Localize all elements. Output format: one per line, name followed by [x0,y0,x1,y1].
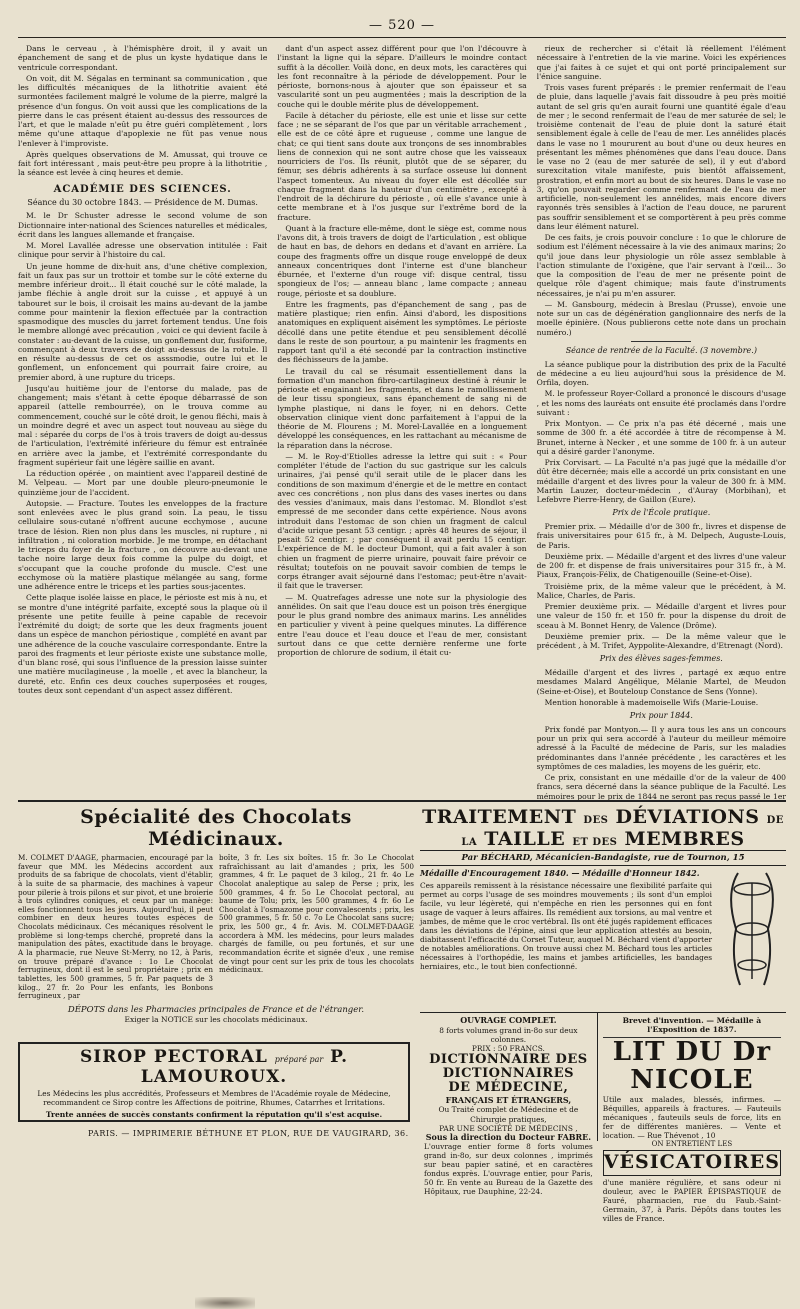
paragraph: Mention honorable à mademoiselle Wifs (Marie-Louise. [544,697,759,707]
ad-lit-nicole [598,1013,786,1223]
ad-title: VÉSICATOIRES [603,1150,781,1175]
corset-brace-illustration [718,869,786,989]
ad-text: M. COLMET D'AAGE, pharmacien, encouragé par la faveur que MM. les Médecins accordent aux produits de sa fabrique de chocolats, vient d'établir, à la suite de sa pharmacie, des machines à vapeur pour pilerie à trois pilons et sur pivot, et une broierie à trois cylindres coniques, et ceux par un manège: elles fonctionnent tous les jours. Aujourd'hui, il peut combiner en deux heures toutes espèces de Chocolats médicinaux. Ces mécaniques résolvent le problème si long-temps cherché, propreté dans la manipulation des pâtes, exactitude dans le broyage. A la pharmacie, rue Neuve St-Merry, no 12, à Paris, on trouve préparé d'avance : 1o Le Chocolat ferrugineux, dont il est le seul propriétaire ; prix en tablettes, les 500 grammes, 5 fr. Par paquets de 3 kilog., 27 fr. 2o Pour les enfants, les Bonbons ferrugineux , par [18,853,213,1001]
section-title: Séance de rentrée de la Faculté. (3 novembre.) [565,345,757,355]
paragraph: Jusqu'au huitième jour de l'entorse du malade, pas de changement; mais s'étant à cette époque débarrassé de son appareil (attelle rembourrée), on le trouva comme au commencement, couché sur le côté droit, le genou fléchi, mais à un moindre degré et avec un aspect tout nouveau au siège du mal : séparée du corps de l'os à trois travers de doigt au-dessus de l'articulation, l'extrémité inférieure du fémur est entraînée en arrière avec la jambe, et l'extrémité correspondante du fragment supérieur fait une légère saillie en avant. [18,383,268,467]
title-word: ET DES [572,837,618,848]
subsection-title: Prix de l'École pratique. [612,508,711,518]
ad-dictionnaire [420,1013,598,1197]
header-rule [18,37,786,38]
ad-medals: Médaille d'Encouragement 1840. — Médaille d'Honneur 1842. [420,868,700,878]
title-word: DES [583,815,609,826]
paragraph: Cette plaque isolée laisse en place, le périoste est mis à nu, et se montre d'une intégrité parfaite, excepté sous la plaque où il présente une petite feuille à peine capable de recevoir l'extrémité du doigt; de sorte que les deux fragments jouent dans un espèce de manchon périostique , complété en avant par une adhérence de la couche vasculaire correspondante. Entre la paroi des fragments et leur périoste existe une substance molle, d'un blanc rosé, qui sous l'influence de la pression laisse suinter une matière mucilagineuse , la moelle , et avec la blancheur, la dureté, etc. Enfin ces deux couches superposées et rouges, toutes deux sont cependant d'un aspect assez différent. [18,593,268,695]
paragraph: De ces faits, je crois pouvoir conclure : 1o que le chlorure de sodium est l'élément nécessaire à la vie des animaux marins; 2o qu'il joue dans leur physiologie un rôle assez semblable à l'action stimulante de l'oxigène, que l'air servant à l'œil... 3o que la composition de l'eau de mer ne présente point de quelque rôle d'agent chimique; mais faute d'instruments nécessaires, je n'ai pu m'en assurer. [536,233,786,298]
paragraph: Troisième prix, de la même valeur que le précédent, à M. Malice, Charles, de Paris. [536,581,786,600]
ad-chocolats [18,806,414,1024]
ad-title: DE MÉDECINE, [448,1080,569,1096]
paragraph: — M. le Roy-d'Etiolles adresse la lettre qui suit : « Pour compléter l'étude de l'action du suc gastrique sur les calculs urinaires, j'ai pensé qu'il serait utile de le placer dans les conditions de son maximum d'énergie et de le mettre en contact avec ces concrétions , non plus dans des vases inertes ou dans des vessies d'animaux, mais dans l'estomac. M. Blondlot s'est empressé de me seconder dans cette expérience. Nous avons introduit dans l'estomac de son chien un fragment de calcul d'acide urique pesant 53 centigr. ; après 48 heures de séjour, il pesait 52 centigr. ; par conséquent il avait perdu 15 centigr. L'expérience de M. le docteur Dumont, qui a fait avaler à son chien un fragment de pierre urinaire, pouvait faire prévoir ce résultat; toutefois on ne pouvait savoir combien de temps le corps étranger avait séjourné dans l'estomac; peut-être n'avait-il fait que le traverser. [277,451,527,591]
ad-title-maker: P. LAMOUROUX. [140,1047,348,1087]
column-1 [18,44,267,802]
paragraph: Après quelques observations de M. Amussat, qui trouve ce fait fort intéressant , mais peut-être peu propre à la lithotritie , la séance est levée à cinq heures et demie. [18,149,268,178]
ad-description: Ces appareils remissent à la résistance nécessaire une flexibilité parfaite qui permet au corps l'usage de ses moindres mouvements ; ils sont d'un emploi facile, vu leur légèreté, qui n'empêche en rien les personnes qui en font usage de vaquer à leurs affaires. Ils remédient aux torsions, au mal ventre et jambes, de même que le croc vertébral. Ils ont été jugés rapidement efficaces dans les déviations de l'épine, ainsi que leur application attestés au besoin, diabitassent l'efficacité du Corset Tuteur, auquel M. Béchard vient d'apporter de notables améliorations. On trouve aussi chez M. Béchard tous les articles nécessaires à l'orthopédie, les mains et jambes artificielles, les bandages herniaires, etc., le tout bien confectionné. [420,880,712,972]
lower-right-ads [420,1012,786,1223]
subsection-title: Prix des élèves sages-femmes. [599,654,723,664]
paragraph: Ce prix, consistant en une médaille d'or de la valeur de 400 francs, sera décerné dans la séance publique de la Faculté. Les mémoires pour le prix de 1844 ne seront pas reçus passé le 1er [536,773,786,801]
ad-sirop [18,1042,410,1122]
paragraph: dant d'un aspect assez différent pour que l'on l'découvre à l'instant la ligne qui la sépare. D'ailleurs le moindre contact suffit à la décoller. Voilà donc, en deux mots, les caractères qui les font reconnaître à la période de développement. Pour le périoste, bornons-nous à ajouter que son épaisseur et sa vascularité sont un peu augmentées ; mais la description de la couche qui le double mérite plus de développement. [277,44,527,109]
paragraph: Autopsie. — Fracture. Toutes les enveloppes de la fracture sont enlevées avec le plus grand soin. La peau, le tissu cellulaire sous-cutané n'offrent aucune ecchymose , aucune trace de lésion. Rien non plus dans les muscles, ni rupture , ni infiltration , ni coloration morbide. Je me trompe, en détachant le triceps du foyer de la fracture , on découvre au-devant une tache noire large deux fois comme la pulpe du doigt, et s'occupant que la couche profonde du muscle. C'est une ecchymose où la matière plastique mélangée au sang, forme une adhérence entre le triceps et les parties sous-jacentes. [18,498,268,592]
ad-footer: DÉPOTS dans les Pharmacies principales de France et de l'étranger. [67,1004,365,1015]
paragraph: Prix Montyon. — Ce prix n'a pas été décerné , mais une somme de 300 fr. a été accordée à titre de récompense à M. Brunet, interne à Necker , et une somme de 100 fr. à un auteur qui a désiré garder l'anonyme. [536,419,786,456]
ad-title [420,806,786,851]
ad-text [420,869,712,989]
article-columns [18,44,786,802]
paragraph: Trois vases furent préparés : le premier renfermait de l'eau de pluie, dans laquelle j'avais fait dissoudre à peu près moitié autant de sel gris qu'en aurait fourni une quantité égale d'eau de mer ; le second renfermait de l'eau de mer saturée de sel; le troisième contenait de l'eau de pluie dont la saturé était sensiblement égale à celle de l'eau de mer. Les annélides placés dans le vase no 1 moururent au bout d'une ou deux heures en présentant les mêmes phénomènes que dans l'eau douce. Dans le vase no 2 (eau de mer saturée de sel), il y eut d'abord surexcitation vitale manifeste, puis bientôt affaissement, prostration, et enfin mort au bout de six heures. Dans le vase no 3, qu'on pouvait regarder comme renfermant de l'eau de mer artificielle, non-seulement les annélides, mais encore divers rayonnés très sensibles à l'action de l'eau douce, ne parurent pas souffrir sensiblement et se comportèrent à peu près comme dans leur élément naturel. [536,83,786,231]
paragraph: Deuxième premier prix. — De la même valeur que le précédent , à M. Trifet, Ayppolite-Alexandre, d'Etrenagt (Nord). [536,631,786,650]
title-word: DE LA [461,815,784,848]
ad-footer: Trente années de succès constants confirment la réputation qu'il s'est acquise. [45,1109,383,1119]
ad-traitement [420,806,786,989]
ad-footer: Exiger la NOTICE sur les chocolats médicinaux. [124,1014,308,1024]
paragraph: Premier deuxième prix. — Médaille d'argent et livres pour une valeur de 150 fr. et 150 fr. pour la dispense du droit de sceau à M. Bonnet Henry, de Valence (Drôme). [536,602,786,630]
paragraph: On voit, dit M. Ségalas en terminant sa communication , que les difficultés mécaniques de la lithotritie avaient été surmontées facilement malgré le volume de la pierre, malgré la présence d'un fongus. On voit aussi que les complications de la pierre dans le cas présent étaient au-dessus des ressources de l'art, et que le malade n'eût pu être guéri complètement , lors même qu'une attaque d'apoplexie ne fût pas venue nous l'enlever à l'improviste. [18,73,268,148]
subsection-title: Prix pour 1844. [629,711,693,720]
paragraph: Quant à la fracture elle-même, dont le siège est, comme nous l'avons dit, à trois travers de doigt de l'articulation , est oblique de haut en bas, de dehors en dedans et d'avant en arrière. La coupe des fragments offre un disque rouge enveloppé de deux anneaux concentriques dont l'interne est d'une blancheur éburnée, et l'externe d'un rouge vif: disque central, tissu spongieux de l'os; — anneau blanc , lame compacte ; anneau rouge, périoste et sa doublure. [277,223,527,298]
ad-title [26,1047,402,1087]
ad-subtitle: Ou Traité complet de Médecine et de Chirurgie pratiques, [438,1105,579,1124]
paragraph: Dans le cerveau , à l'hémisphère droit, il y avait un épanchement de sang et de plus un kyste hydatique dans le ventricule correspondant. [18,44,268,72]
paragraph: M. le professeur Royer-Collard a prononcé le discours d'usage , et les noms des lauréats ont ensuite été proclamés dans l'ordre suivant : [536,389,786,417]
advertisements [18,800,786,1223]
paragraph: rieux de rechercher si c'était là réellement l'élément nécessaire à l'entretien de la vie marine. Voici les expériences que j'ai faites à ce sujet et qui ont porté principalement sur l'énice sanguine. [536,44,786,81]
paragraph: Facile à détacher du périoste, elle est unie et lisse sur cette face ; ne se séparant de l'os que par un véritable arrachement , elle est de ce côté âpre et rugueuse , comme une langue de chat; ce qui tient sans doute aux tronçons de ses innombrables liens de connexion qui ne sont autre chose que les vaisseaux nourriciers de l'os. Ils réunit, plutôt que de se séparer, du fémur, ses débris adhérents à sa surface osseuse lui donnent l'aspect tomenteux. Au niveau du foyer elle est décollée sur chaque fragment dans la hauteur d'un centimètre , excepté à l'endroit de la déchirure du périoste , où elle s'avance unie à cette membrane et à l'os jusque sur l'extrême bord de la fracture. [277,110,527,222]
ad-body: d'une manière régulière, et sans odeur ni douleur, avec le PAPIER ÉPISPASTIQUE de Fauré, pharmacien, rue du Faub.-Saint-Germain, 37, à Paris. Dépôts dans toutes les villes de France. [602,1177,781,1223]
section-title: ACADÉMIE DES SCIENCES. [53,183,232,195]
ad-by: PAR UNE SOCIÉTÉ DE MÉDECINS , [439,1123,578,1133]
ad-subtitle: Par BÉCHARD, Mécanicien-Bandagiste, rue de Tournon, 15 [420,851,786,866]
paragraph: Deuxième prix. — Médaille d'argent et des livres d'une valeur de 200 fr. et dispense de frais universitaires pour 315 fr., à M. Piaux, François-Félix, de Chatigenouille (Seine-et-Oise). [536,551,786,580]
ad-title: Spécialité des Chocolats Médicinaux. [80,806,352,850]
paragraph: Premier prix. — Médaille d'or de 300 fr., livres et dispense de frais universitaires pour 615 fr., à M. Delpech, Auguste-Louis, de Paris. [536,522,786,550]
title-word: TAILLE [484,828,566,850]
paragraph: Prix fondé par Montyon.— Il y aura tous les ans un concours pour un prix qui sera accordé à l'auteur du meilleur mémoire adressé à la Faculté de médecine de Paris, sur les maladies prédominantes dans l'année précédente , les caractères et les symptômes de ces maladies, les moyens de les guérir, etc. [536,724,786,771]
ad-title: LIT DU Dr NICOLE [612,1036,772,1096]
column-2 [277,44,526,802]
ad-body: Utile aux malades, blessés, infirmes. — Béquilles, appareils à fractures. — Fauteuils mécaniques , fauteuils seuls de force, lits en fer de différentes manières. — Vente et location. — Rue Thévenot , 10 [602,1094,781,1140]
page-number: — 520 — [368,18,436,33]
ad-body [18,854,414,1001]
paragraph: Entre les fragments, pas d'épanchement de sang , pas de matière plastique; rien enfin. Ainsi d'abord, les dispositions anatomiques en expliquent aisément les symptômes. Le périoste décollé dans une petite étendue et peu sensiblement décollé dans le reste de son pourtour, a pu maintenir les fragments en rapport tant qu'il a été secondé par la contraction instinctive des fléchisseurs de la jambe. [277,299,527,365]
ad-head: OUVRAGE COMPLET. [460,1015,557,1025]
paragraph: M. Morel Lavallée adresse une observation intitulée : Fait clinique pour servir à l'histoire du cal. [18,241,268,260]
paragraph: — M. Gansbourg, médecin à Breslau (Prusse), envoie une note sur un cas de dégénération ganglionnaire des nerfs de la moelle épinière. (Nous publierons cette note dans un prochain numéro.) [536,299,786,337]
paragraph: Médaille d'argent et des livres , partagé ex æquo entre mesdames Malard Angélique, Mélanie Martel, de Meudon (Seine-et-Oise), et Bouteloup Constance de Sens (Yonne). [536,668,786,696]
paragraph: — M. Quatrefages adresse une note sur la physiologie des annélides. On sait que l'eau douce est un poison très énergique pour le plus grand nombre des animaux marins. Les annélides en particulier y vivent à peine quelques minutes. La différence entre l'eau douce et l'eau douce et l'eau de mer, consistant surtout dans ce que cette dernière renferme une forte proportion de chlorure de sodium, il était cu- [277,592,527,657]
ink-stain [195,1297,255,1309]
printer-line: PARIS. — IMPRIMERIE BÉTHUNE ET PLON, RUE DE VAUGIRARD, 36. [88,1129,409,1138]
divider [631,341,691,342]
ad-title-prep: préparé par [274,1055,324,1064]
ad-price: PRIX : 50 FRANCS. [471,1043,545,1053]
paragraph: Prix Corvisart. — La Faculté n'a pas jugé que la médaille d'or dût être décernée; mais elle a accordé un prix consistant en une médaille d'argent et des livres pour la valeur de 300 fr. à MM. Martin Lauzer, docteur-médecin , d'Auray (Morbihan), et Lefebvre Pierre-Henry, de Gaillon (Eure). [536,458,786,504]
ad-director: Sous la direction du Docteur FABRE. [425,1131,592,1142]
ad-line: 8 forts volumes grand in-8o sur deux colonnes. [439,1025,578,1044]
paragraph: La réduction opérée , on maintient avec l'appareil destiné de M. Velpeau. — Mort par une double pleuro-pneumonie le quinzième jour de l'accident. [18,469,268,497]
title-word: TRAITEMENT [422,806,577,828]
title-word: MEMBRES [624,828,745,850]
paragraph: M. le Dr Schuster adresse le second volume de son Dictionnaire inter-national des Sciences naturelles et médicales, écrit dans les langues allemande et française. [18,211,268,239]
title-word: DÉVIATIONS [615,806,760,828]
ad-body [420,869,786,989]
ad-text: boîte, 3 fr. Les six boîtes. 15 fr. 3o Le Chocolat rafraîchissant au lait d'amandes ; prix, les 500 grammes, 4 fr. Le paquet de 3 kilog., 21 fr. 4o Le Chocolat analeptique au salep de Perse ; prix, les 500 grammes, 4 fr. 5o Le Chocolat pectoral, au baume de Tolu; prix, les 500 grammes, 4 fr. 6o Le Chocolat à l'osmazome pour convalescents ; prix, les 500 grammes, 5 fr. 50 c. 7o Le Chocolat sans sucre; prix, les 500 gr., 4 fr. Avis. M. COLMET-DAAGE accordera à MM. les médecins, pour leurs malades chargés de famille, ou peu fortunés, et sur une recommandation écrite et signée d'eux , une remise de vingt pour cent sur les prix de tous les chocolats médicinaux. [219,853,414,975]
ad-body: L'ouvrage entier forme 8 forts volumes grand in-8o, sur deux colonnes , imprimés sur beau papier satiné, et en caractères fondus exprès. L'ouvrage entier, pour Paris, 50 fr. En vente au Bureau de la Gazette des Hôpitaux, rue Dauphine, 22-24. [424,1142,593,1197]
ad-title-main: SIROP PECTORAL [80,1047,268,1067]
paragraph: La séance publique pour la distribution des prix de la Faculté de médecine a eu lieu aujourd'hui sous la présidence de M. Orfila, doyen. [536,359,786,387]
column-3 [537,44,786,802]
paragraph: Le travail du cal se résumait essentiellement dans la formation d'un manchon fibro-cartilagineux destiné à réunir le périoste et engainant les fragments, et dans le ramollissement de leur tissu spongieux, sans épanchement de sang ni de lymphe plastique, ni dans le foyer, ni en dehors. Cette observation clinique vient donc parfaitement à l'appui de la théorie de M. Flourens ; M. Morel-Lavallée en a longuement développé les conséquences, en les rattachant au mécanisme de la réparation dans la nécrose. [277,366,527,450]
ad-title: FRANÇAIS ET ÉTRANGERS, [445,1094,572,1105]
ad-subhead: ON ENTRETIENT LES [651,1139,733,1148]
ad-body: Les Médecins les plus accrédités, Professeurs et Membres de l'Académie royale de Médecine, recommandent ce Sirop contre les Affections de poitrine, Rhumes, Catarrhes et Irritations. [37,1089,391,1108]
section-subtitle: Séance du 30 octobre 1843. — Présidence de M. Dumas. [27,197,258,207]
paragraph: Un jeune homme de dix-huit ans, d'une chétive complexion, fait un faux pas sur un trottoir et tombe sur le côté externe du membre inférieur droit... Il était couché sur le côté malade, la jambe fléchie à angle droit sur la cuisse , et appuyé à un tabouret sur le bois, il croisait les mains au-devant de la jambe comme pour maintenir la flexion effectuée par la contraction spasmodique des muscles du jarret fortement tendus. Une fois le membre allongé avec précaution , voici ce qui devient facile à constater : au-devant de la cuisse, un gonflement dur, fusiforme, commençant à deux travers de doigt au-dessus de la rotule. Il en résulte au-dessus de cet os asssmodie, outre lui et le gonflement, un enfoncement qui pourrait faire croire, au premier abord, à une rupture du triceps. [18,261,268,382]
ad-title: DICTIONNAIRE DES DICTIONNAIRES [429,1051,588,1082]
ad-head: Brevet d'invention. — Médaille à l'Exposition de 1837. [603,1016,781,1038]
